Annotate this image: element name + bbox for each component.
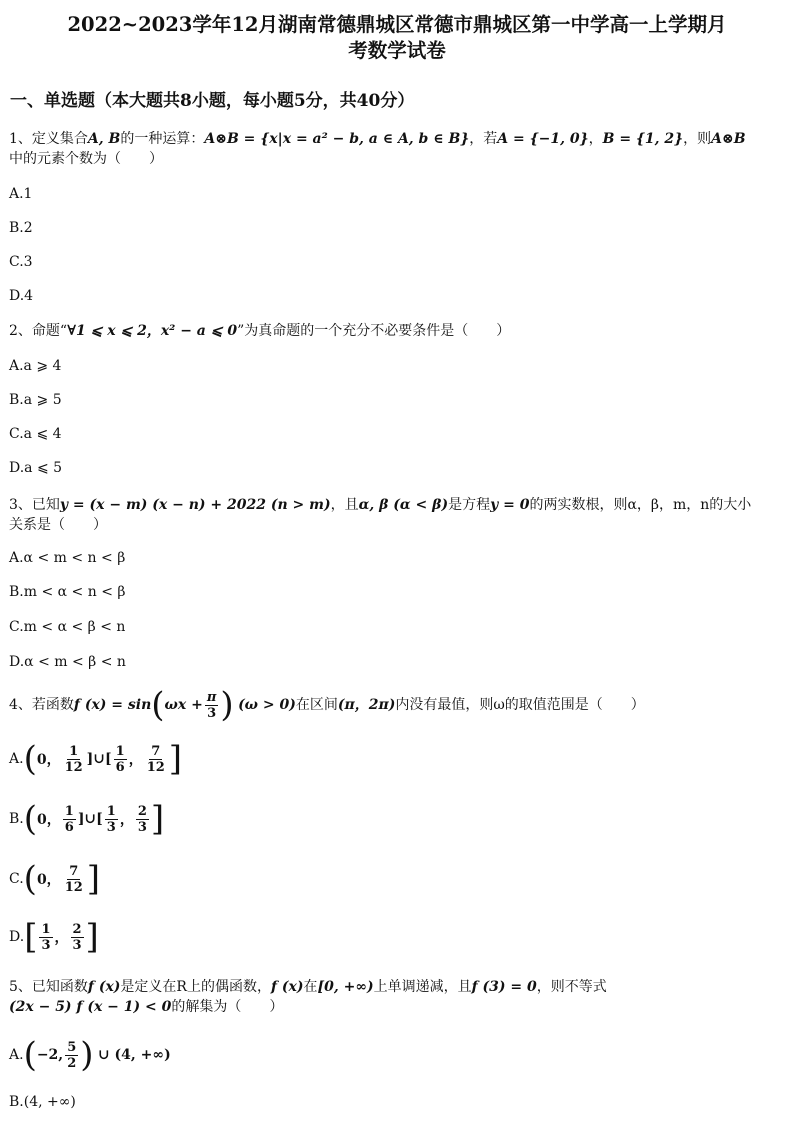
question-1-option-b[interactable]: B.2	[9, 220, 33, 236]
question-2-option-b[interactable]: B.a ⩾ 5	[9, 392, 62, 408]
question-4-option-c[interactable]: C. ( 0， $\frac{7}{12}$ ]	[9, 859, 101, 899]
question-2-option-c[interactable]: C.a ⩽ 4	[9, 426, 62, 442]
question-2-stem: 2、命题“∀1 ⩽ x ⩽ 2，x² − a ⩽ 0”为真命题的一个充分不必要条件是（ ）	[9, 323, 511, 339]
question-1-option-c[interactable]: C.3	[9, 254, 33, 270]
question-1-line1: 1、定义集合A, B的一种运算：A⊗B = {x|x = a² − b, a ∈ A, b ∈ B}，若A = {−1, 0}，B = {1, 2}，则A⊗B	[9, 131, 746, 147]
question-3-line1: 3、已知y = (x − m) (x − n) + 2022 (n > m)，且α, β (α < β)是方程y = 0的两实数根，则α，β，m，n的大小	[9, 497, 752, 513]
question-5-option-a[interactable]: A. ( −2, $\frac{5}{2}$ ) ∪ (4, +∞)	[9, 1035, 171, 1075]
question-5-line2: (2x − 5) f (x − 1) < 0的解集为（ ）	[9, 999, 284, 1015]
question-3-line2: 关系是（ ）	[9, 517, 107, 533]
question-3-option-a[interactable]: A.α < m < n < β	[9, 550, 126, 566]
question-5-option-b[interactable]: B.(4, +∞)	[9, 1094, 76, 1110]
question-4-option-d[interactable]: D. [ $\frac{1}{3}$ ， $\frac{2}{3}$ ]	[9, 917, 99, 957]
question-3-option-c[interactable]: C.m < α < β < n	[9, 619, 126, 635]
question-1-option-d[interactable]: D.4	[9, 288, 34, 304]
section-heading: 一、单选题（本大题共8小题，每小题5分，共40分）	[10, 91, 415, 111]
exam-title-line2: 考数学试卷	[348, 39, 446, 62]
question-1-line2: 中的元素个数为（ ）	[9, 151, 163, 167]
question-2-option-d[interactable]: D.a ⩽ 5	[9, 460, 63, 476]
question-2-option-a[interactable]: A.a ⩾ 4	[9, 358, 62, 374]
exam-title-line1: 2022~2023学年12月湖南常德鼎城区常德市鼎城区第一中学高一上学期月	[67, 13, 727, 36]
question-4-option-b[interactable]: B. ( 0， $\frac{1}{6}$ ]∪[ $\frac{1}{3}$ ， $\frac{2}{3}$ ]	[9, 799, 165, 839]
question-5-line1: 5、已知函数f (x)是定义在R上的偶函数，f (x)在[0, +∞)上单调递减，且f (3) = 0，则不等式	[9, 979, 607, 995]
question-4-option-a[interactable]: A. ( 0， $\frac{1}{12}$ ]∪[ $\frac{1}{6}$ ， $\frac{7}{12}$ ]	[9, 739, 183, 779]
question-3-option-d[interactable]: D.α < m < β < n	[9, 654, 126, 670]
question-1-option-a[interactable]: A.1	[9, 186, 33, 202]
question-4-stem: 4、若函数 f (x) = sin ( ωx + $\frac{\pi}{3}$ ) (ω > 0) 在区间 (π，2π) 内没有最值，则ω的取值范围是（ ）	[9, 685, 645, 725]
question-3-option-b[interactable]: B.m < α < n < β	[9, 584, 126, 600]
